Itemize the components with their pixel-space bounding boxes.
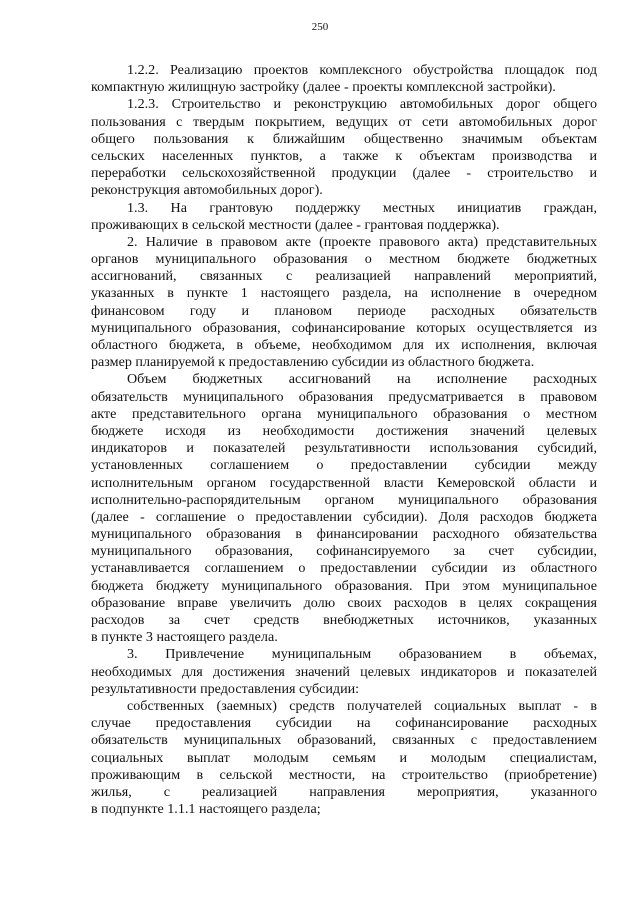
text-line: органов муниципального образования о местном бюджете бюджетных (91, 251, 597, 268)
text-line: жилья, с реализацией направления мероприятия, указанного (91, 783, 597, 800)
text-line: переработки сельскохозяйственной продукции (далее - строительство и (91, 165, 597, 182)
text-line: устанавливается соглашением о предоставлении субсидии из областного (91, 560, 597, 577)
text-line: акте представительного органа муниципального образования о местном (91, 405, 597, 422)
text-line: исполнительным органом государственной власти Кемеровской области и (91, 474, 597, 491)
text-line: проживающим в сельской местности, на строительство (приобретение) (91, 766, 597, 783)
text-line: бюджета бюджету муниципального образования. При этом муниципальное (91, 577, 597, 594)
text-line: финансовом году и плановом периоде расходных обязательств (91, 302, 597, 319)
text-line: обязательств муниципального образования предусматривается в правовом (91, 388, 597, 405)
text-line: обязательств муниципальных образований, связанных с предоставлением (91, 732, 597, 749)
text-line: социальных выплат молодым семьям и молодым специалистам, (91, 749, 597, 766)
text-line: 1.2.2. Реализацию проектов комплексного обустройства площадок под (127, 62, 597, 78)
text-line: необходимых для достижения значений целевых индикаторов и показателей (91, 663, 597, 680)
text-line: муниципального образования в финансировании расходного обязательства (91, 526, 597, 543)
text-line: исполнительно-распорядительным органом муниципального образования (91, 491, 597, 508)
text-line: случае предоставления субсидии на софинансирование расходных (91, 715, 597, 732)
text-line: указанных в пункте 1 настоящего раздела, на исполнение в очередном (91, 285, 597, 302)
text-line: (далее - соглашение о предоставлении субсидии). Доля расходов бюджета (91, 508, 597, 525)
text-line: ассигнований, связанных с реализацией направлений мероприятий, (91, 268, 597, 285)
text-line: Объем бюджетных ассигнований на исполнение расходных (127, 371, 597, 388)
text-line: в подпункте 1.1.1 настоящего раздела; (91, 801, 321, 818)
text-line: пользования с твердым покрытием, ведущих от сети автомобильных дорог (91, 113, 597, 130)
text-line: общего пользования к ближайшим общественно значимым объектам (91, 130, 597, 147)
text-line: установленных соглашением о предоставлении субсидии между (91, 457, 597, 474)
text-line: индикаторов и показателей результативности использования субсидий, (91, 440, 597, 457)
text-line: собственных (заемных) средств получателей социальных выплат - в (127, 697, 597, 714)
text-line: размер планируемой к предоставлению субсидии из областного бюджета. (91, 354, 535, 371)
text-line: реконструкция автомобильных дорог). (91, 182, 323, 199)
text-line: 1.2.3. Строительство и реконструкцию автомобильных дорог общего (127, 96, 597, 113)
text-line: 3. Привлечение муниципальным образованием в объемах, (127, 646, 597, 663)
text-line: компактную жилищную застройку (далее - проекты комплексной застройки). (91, 79, 556, 96)
text-line: 1.3. На грантовую поддержку местных инициатив граждан, (127, 199, 597, 216)
text-line: областного бюджета, в объеме, необходимом для их исполнения, включая (91, 337, 597, 353)
body-text (91, 62, 597, 818)
text-line: расходов за счет средств внебюджетных источников, указанных (91, 612, 597, 628)
text-line: образование вправе увеличить долю своих расходов в целях сокращения (91, 594, 597, 611)
text-line: бюджете исходя из необходимости достижения значений целевых (91, 422, 597, 439)
text-line: муниципального образования, софинансируемого за счет субсидии, (91, 543, 597, 560)
page-number: 250 (311, 21, 329, 33)
text-line: проживающих в сельской местности (далее - грантовая поддержка). (91, 216, 500, 233)
text-line: 2. Наличие в правовом акте (проекте правового акта) представительных (127, 233, 597, 250)
text-line: муниципального образования, софинансирование которых осуществляется из (91, 319, 597, 336)
text-line: сельских населенных пунктов, а также к объектам производства и (91, 147, 597, 164)
text-line: в пункте 3 настоящего раздела. (91, 629, 278, 646)
text-line: результативности предоставления субсидии: (91, 680, 360, 697)
